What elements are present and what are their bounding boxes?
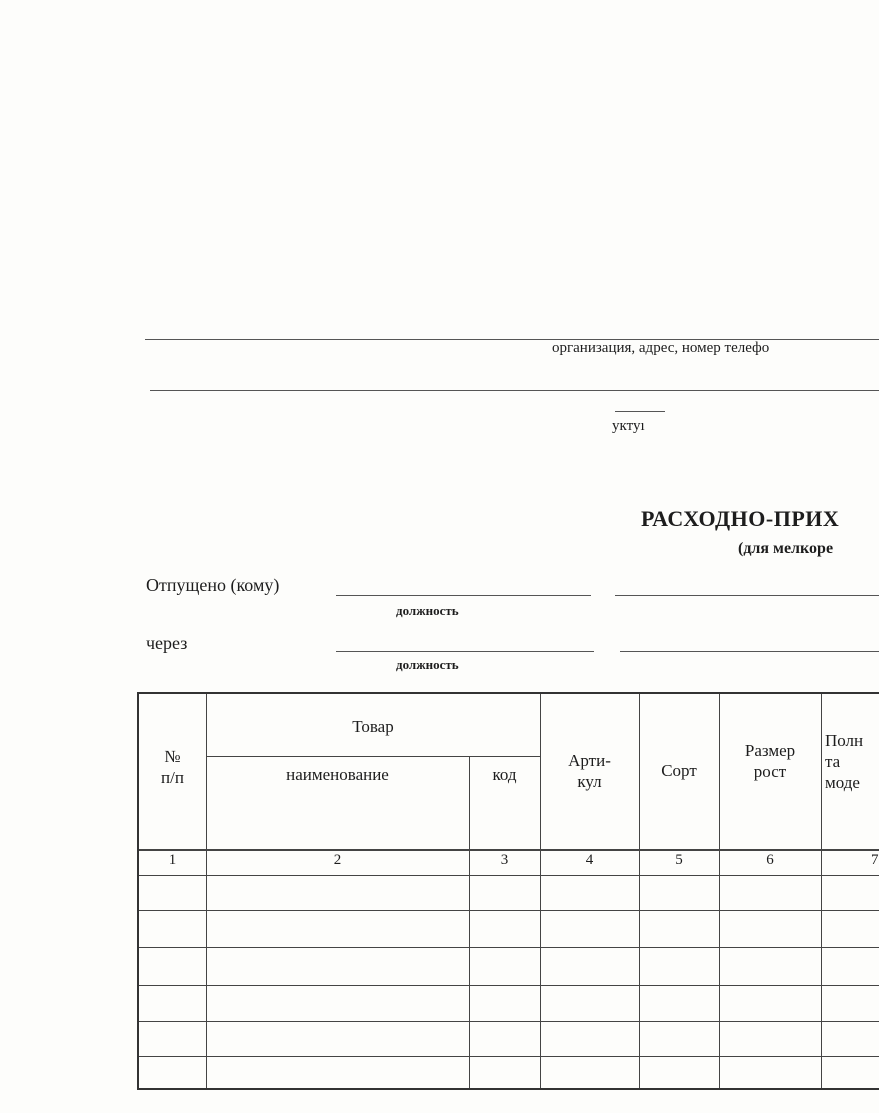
goods-subheader-line [206, 756, 540, 757]
released-to-name-line[interactable] [615, 595, 879, 596]
col-number-5: 5 [675, 852, 683, 868]
col-divider [639, 694, 640, 1090]
through-position-line[interactable] [336, 651, 594, 652]
division-line [150, 390, 879, 391]
row-line [139, 1021, 879, 1022]
col-divider [469, 756, 470, 1090]
header-code: код [492, 765, 517, 784]
header-bottom-line [139, 849, 879, 851]
position-caption-1: должность [396, 603, 459, 618]
document-title: РАСХОДНО-ПРИХ [641, 506, 840, 531]
col-number-7: 7 [871, 852, 879, 868]
col-number-6: 6 [766, 852, 774, 868]
row-line [139, 1056, 879, 1057]
through-label: через [146, 633, 188, 653]
division-short-line [615, 411, 665, 412]
organization-caption: организация, адрес, номер телефо [552, 340, 770, 356]
row-line [139, 910, 879, 911]
header-partial: Полн та моде [825, 731, 864, 792]
row-line [139, 985, 879, 986]
row-line [139, 875, 879, 876]
header-size: Размер рост [744, 741, 796, 781]
col-number-3: 3 [500, 852, 509, 868]
col-number-1: 1 [168, 852, 177, 868]
released-to-position-line[interactable] [336, 595, 591, 596]
col-divider [206, 694, 207, 1090]
row-line [139, 947, 879, 948]
goods-table [137, 692, 879, 1090]
header-goods: Товар [352, 717, 394, 736]
header-num: № п/п [161, 747, 184, 787]
position-caption-2: должность [396, 657, 459, 672]
col-number-2: 2 [333, 852, 342, 868]
division-caption: уктуı [612, 418, 645, 434]
header-name: наименование [286, 765, 389, 784]
col-number-4: 4 [585, 852, 594, 868]
document-subtitle: (для мелкоре [738, 540, 834, 557]
through-name-line[interactable] [620, 651, 879, 652]
header-article: Арти- кул [568, 751, 611, 791]
released-to-label: Отпущено (кому) [146, 575, 280, 595]
header-grade: Сорт [661, 761, 697, 780]
